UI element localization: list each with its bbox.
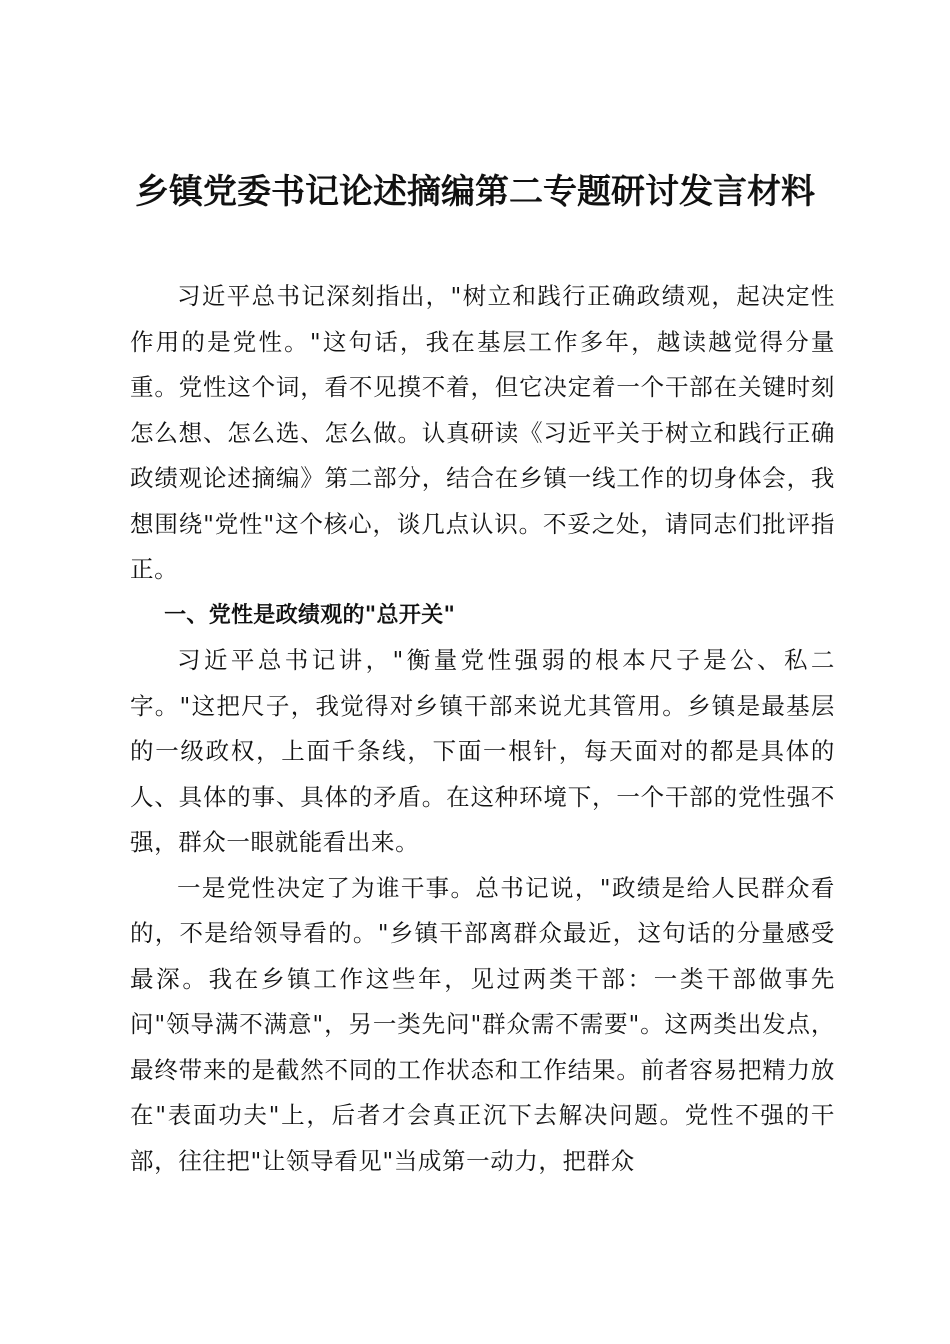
document-body <box>130 274 835 1184</box>
document-title: 乡镇党委书记论述摘编第二专题研讨发言材料 <box>135 172 815 212</box>
intro-paragraph: 习近平总书记深刻指出，"树立和践行正确政绩观，起决定性作用的是党性。"这句话，我在基层工作多年，越读越觉得分量重。党性这个词，看不见摸不着，但它决定着一个干部在关键时刻怎么想、怎么选、怎么做。认真研读《习近平关于树立和践行正确政绩观论述摘编》第二部分，结合在乡镇一线工作的切身体会，我想围绕"党性"这个核心，谈几点认识。不妥之处，请同志们批评指正。 <box>130 282 835 583</box>
section-heading: 一、党性是政绩观的"总开关" <box>164 602 456 628</box>
body-paragraph: 习近平总书记讲，"衡量党性强弱的根本尺子是公、私二字。"这把尺子，我觉得对乡镇干部来说尤其管用。乡镇是最基层的一级政权，上面千条线，下面一根针，每天面对的都是具体的人、具体的事、具体的矛盾。在这种环境下，一个干部的党性强不强，群众一眼就能看出来。 <box>130 646 835 856</box>
body-paragraph: 一是党性决定了为谁干事。总书记说，"政绩是给人民群众看的，不是给领导看的。"乡镇干部离群众最近，这句话的分量感受最深。我在乡镇工作这些年，见过两类干部：一类干部做事先问"领导满不满意"，另一类先问"群众需不需要"。这两类出发点，最终带来的是截然不同的工作状态和工作结果。前者容易把精力放在"表面功夫"上，后者才会真正沉下去解决问题。党性不强的干部，往往把"让领导看见"当成第一动力，把群众 <box>130 873 835 1175</box>
